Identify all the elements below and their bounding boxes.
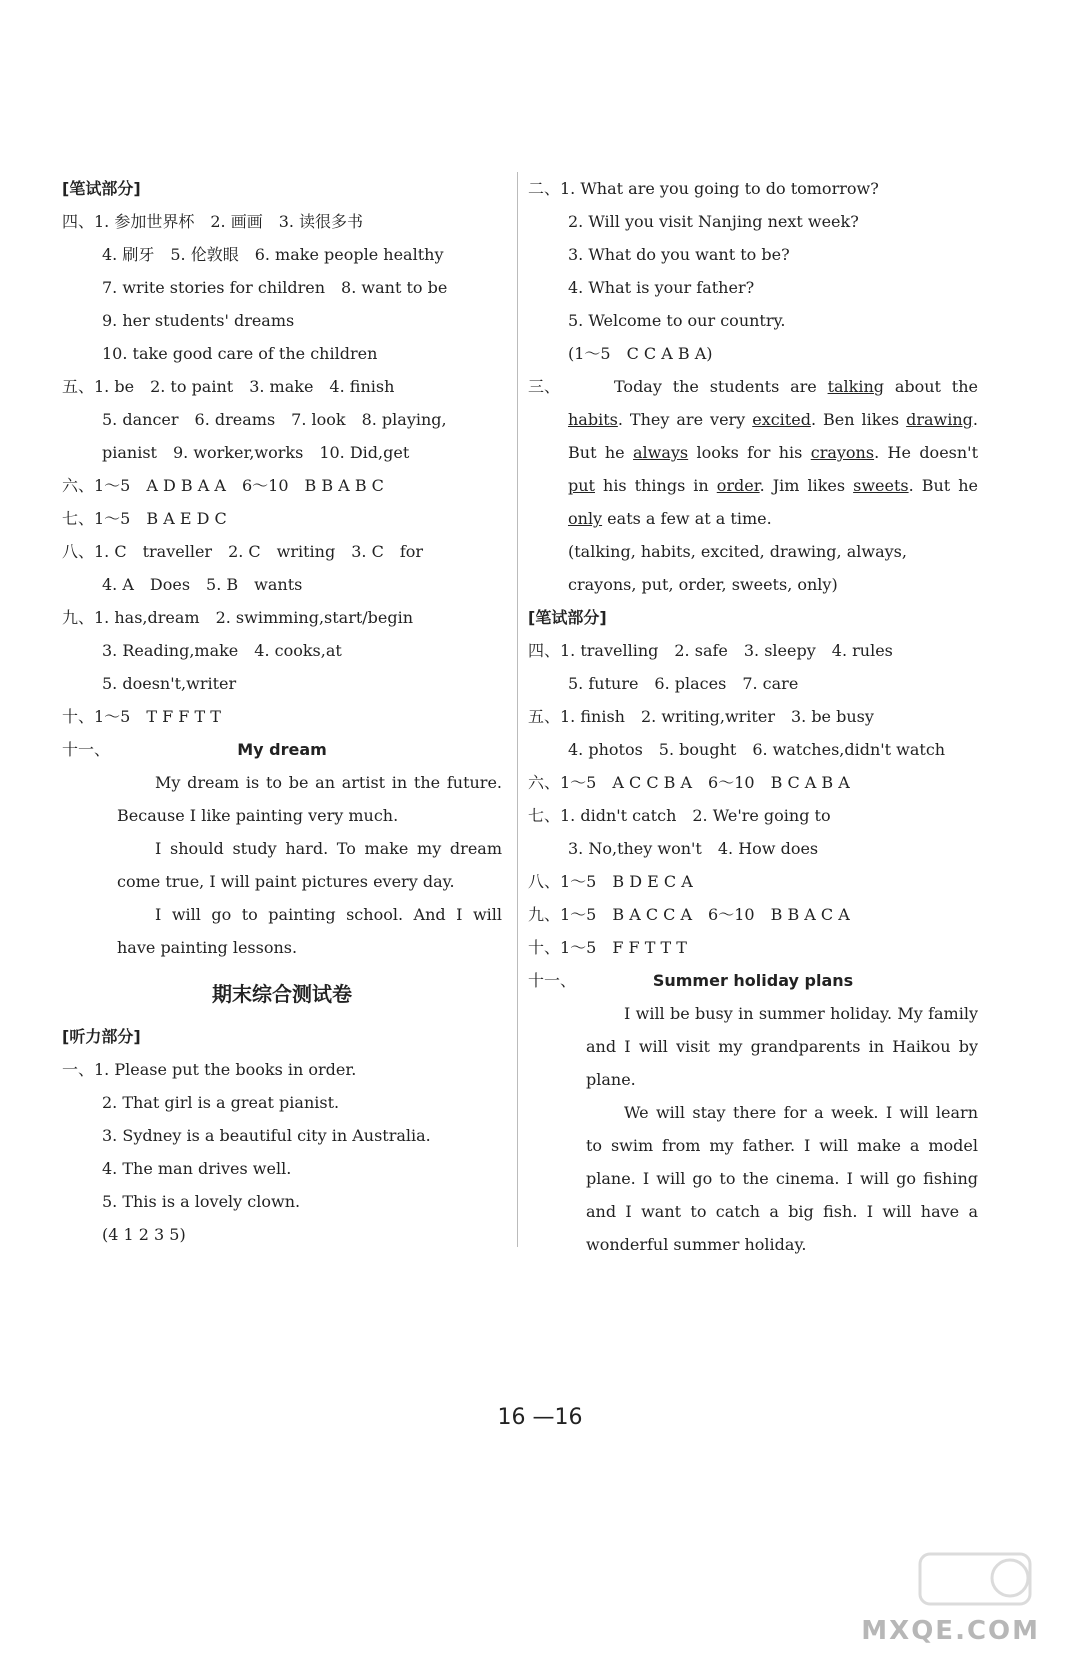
q3-answer-2: crayons, put, order, sweets, only) xyxy=(568,575,838,594)
exam-title: 期末综合测试卷 xyxy=(212,982,352,1006)
q3-passage: Today the students are talking about the habits. They are very excited. Ben likes drawing. But he always looks for his crayons. He doesn't put his things in order. Jim likes sweets. But he only eats a few at a time. xyxy=(568,377,979,528)
q3-blank-1: talking xyxy=(827,377,885,396)
q2-line-3: 3. What do you want to be? xyxy=(568,245,790,264)
q3-blank-10: only xyxy=(568,509,603,528)
left-column xyxy=(62,172,502,1251)
r-q8-line: 八、1～5 B D E C A xyxy=(528,872,693,891)
q3-block xyxy=(528,370,978,535)
q1-line-2: 2. That girl is a great pianist. xyxy=(102,1093,340,1112)
q5-line-2: 5. dancer 6. dreams 7. look 8. playing, xyxy=(102,410,447,429)
q3-blank-6: crayons xyxy=(810,443,875,462)
q2-line-2: 2. Will you visit Nanjing next week? xyxy=(568,212,859,231)
q1-line-1: 一、1. Please put the books in order. xyxy=(62,1060,357,1079)
q3-blank-3: excited xyxy=(752,410,811,429)
r-essay-title: Summer holiday plans xyxy=(652,971,854,990)
q3-blank-9: sweets xyxy=(853,476,909,495)
q8-line-2: 4. A Does 5. B wants xyxy=(102,575,303,594)
right-column xyxy=(528,172,978,1261)
r-q6-line: 六、1～5 A C C B A 6～10 B C A B A xyxy=(528,773,850,792)
q1-line-4: 4. The man drives well. xyxy=(102,1159,292,1178)
q4-line-4: 9. her students' dreams xyxy=(102,311,295,330)
essay-paragraph-2: I should study hard. To make my dream come true, I will paint pictures every day. xyxy=(117,839,502,891)
r-essay-paragraph-1: I will be busy in summer holiday. My family and I will visit my grandparents in Haikou by plane. xyxy=(586,1004,978,1089)
q11-header xyxy=(62,733,502,766)
watermark-text: MXQE.COM xyxy=(861,1616,1040,1646)
q3-blank-8: order xyxy=(716,476,760,495)
r-q11-header xyxy=(528,964,978,997)
q3-blank-7: put xyxy=(568,476,595,495)
q1-line-5: 5. This is a lovely clown. xyxy=(102,1192,301,1211)
q10-line: 十、1～5 T F F T T xyxy=(62,707,221,726)
r-q7-line-2: 3. No,they won't 4. How does xyxy=(568,839,819,858)
q5-line-1: 五、1. be 2. to paint 3. make 4. finish xyxy=(62,377,395,396)
q9-line-2: 3. Reading,make 4. cooks,at xyxy=(102,641,342,660)
r-q5-line-1: 五、1. finish 2. writing,writer 3. be busy xyxy=(528,707,874,726)
q9-line-3: 5. doesn't,writer xyxy=(102,674,237,693)
q8-line-1: 八、1. C traveller 2. C writing 3. C for xyxy=(62,542,424,561)
q6-line: 六、1～5 A D B A A 6～10 B B A B C xyxy=(62,476,384,495)
q3-blank-4: drawing xyxy=(906,410,973,429)
q3-blank-2: habits xyxy=(568,410,618,429)
q1-line-3: 3. Sydney is a beautiful city in Australia. xyxy=(102,1126,431,1145)
r-q5-line-2: 4. photos 5. bought 6. watches,didn't watch xyxy=(568,740,946,759)
q11-label: 十一、 xyxy=(62,740,111,759)
q4-line-5: 10. take good care of the children xyxy=(102,344,378,363)
r-q9-line: 九、1～5 B A C C A 6～10 B B A C A xyxy=(528,905,850,924)
essay-title: My dream xyxy=(237,740,327,759)
q7-line: 七、1～5 B A E D C xyxy=(62,509,227,528)
r-q7-line-1: 七、1. didn't catch 2. We're going to xyxy=(528,806,831,825)
q4-line-2: 4. 刷牙 5. 伦敦眼 6. make people healthy xyxy=(102,245,444,264)
r-essay-paragraph-2: We will stay there for a week. I will learn to swim from my father. I will make a model plane. I will go to the cinema. I will go fishing and I want to catch a big fish. I will have a wonderful summer holiday. xyxy=(586,1103,978,1254)
r-q4-line-1: 四、1. travelling 2. safe 3. sleepy 4. rules xyxy=(528,641,893,660)
r-q4-line-2: 5. future 6. places 7. care xyxy=(568,674,799,693)
section-written: [笔试部分] xyxy=(62,179,141,198)
q1-order: (4 1 2 3 5) xyxy=(102,1225,186,1244)
section-written-right: [笔试部分] xyxy=(528,608,607,627)
q3-answer-1: (talking, habits, excited, drawing, always, xyxy=(568,542,907,561)
q9-line-1: 九、1. has,dream 2. swimming,start/begin xyxy=(62,608,414,627)
q5-line-3: pianist 9. worker,works 10. Did,get xyxy=(102,443,410,462)
q2-line-1: 二、1. What are you going to do tomorrow? xyxy=(528,179,879,198)
essay-paragraph-1: My dream is to be an artist in the future. Because I like painting very much. xyxy=(117,773,502,825)
q4-line-3: 7. write stories for children 8. want to be xyxy=(102,278,448,297)
section-listening: [听力部分] xyxy=(62,1027,141,1046)
r-q10-line: 十、1～5 F F T T T xyxy=(528,938,687,957)
column-divider xyxy=(517,172,518,1247)
essay-paragraph-3: I will go to painting school. And I will have painting lessons. xyxy=(117,905,502,957)
page-number: 16 —16 xyxy=(497,1405,583,1430)
q3-blank-5: always xyxy=(633,443,689,462)
q2-answer: (1～5 C C A B A) xyxy=(568,344,713,363)
q2-line-4: 4. What is your father? xyxy=(568,278,755,297)
q4-line-1: 四、1. 参加世界杯 2. 画画 3. 读很多书 xyxy=(62,212,364,231)
r-q11-label: 十一、 xyxy=(528,971,577,990)
q2-line-5: 5. Welcome to our country. xyxy=(568,311,786,330)
q3-label: 三、 xyxy=(528,377,561,396)
